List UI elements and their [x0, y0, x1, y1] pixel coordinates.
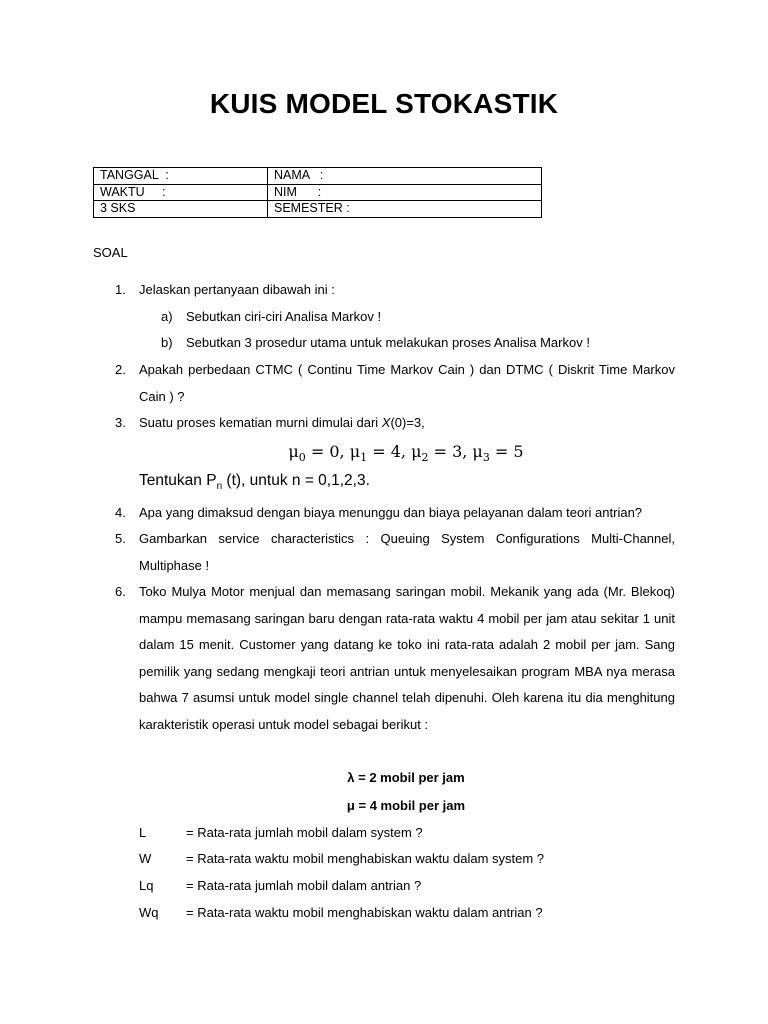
def-desc-w: = Rata-rata waktu mobil menghabiskan waktu dalam system ?	[186, 851, 545, 866]
nim-cell: NIM :	[268, 184, 542, 201]
lambda-line: λ = 2 mobil per jam	[347, 770, 465, 785]
semester-cell: SEMESTER :	[268, 201, 542, 218]
mu-values-equation: $\mu_0 = 0$, $\mu_1 = 4$, $\mu_2 = 3$, $\mu_3 = 5$	[288, 442, 524, 465]
q1b-label: b)	[161, 335, 173, 350]
def-var-w: W	[139, 851, 152, 866]
def-var-l: L	[139, 825, 147, 840]
q2-text: Apakah perbedaan CTMC ( Continu Time Markov Cain ) dan DTMC ( Diskrit Time Markov Cain ) ?	[139, 362, 675, 404]
tanggal-cell: TANGGAL :	[94, 168, 268, 185]
q5-number: 5.	[115, 531, 126, 546]
def-var-lq: Lq	[139, 878, 154, 893]
nama-cell: NAMA :	[268, 168, 542, 185]
q1-text: Jelaskan pertanyaan dibawah ini :	[139, 282, 335, 297]
waktu-cell: WAKTU :	[94, 184, 268, 201]
q1-number: 1.	[115, 282, 126, 297]
q3-instruction: Tentukan $P_n$ (t), untuk n = 0,1,2,3.	[139, 472, 370, 493]
q5-text: Gambarkan service characteristics : Queuing System Configurations Multi-Channel, Multiphase !	[139, 531, 675, 573]
q1a-text: Sebutkan ciri-ciri Analisa Markov !	[186, 309, 382, 324]
section-label: SOAL	[93, 245, 128, 260]
q4-number: 4.	[115, 505, 126, 520]
page-title: KUIS MODEL STOKASTIK	[209, 88, 559, 119]
sks-cell: 3 SKS	[94, 201, 268, 218]
def-desc-wq: = Rata-rata waktu mobil menghabiskan waktu dalam antrian ?	[186, 905, 543, 920]
def-desc-l: = Rata-rata jumlah mobil dalam system ?	[186, 825, 423, 840]
q3-text: Suatu proses kematian murni dimulai dari X(0)=3,	[139, 415, 425, 430]
info-table	[93, 167, 542, 218]
def-desc-lq: = Rata-rata jumlah mobil dalam antrian ?	[186, 878, 422, 893]
q2-number: 2.	[115, 362, 126, 377]
q1a-label: a)	[161, 309, 173, 324]
table-row	[94, 184, 542, 201]
q4-text: Apa yang dimaksud dengan biaya menunggu dan biaya pelayanan dalam teori antrian?	[139, 505, 643, 520]
def-var-wq: Wq	[139, 905, 159, 920]
q6-number: 6.	[115, 584, 126, 599]
q1b-text: Sebutkan 3 prosedur utama untuk melakukan proses Analisa Markov !	[186, 335, 590, 350]
mu-line: μ = 4 mobil per jam	[346, 798, 466, 813]
table-row	[94, 201, 542, 218]
q3-number: 3.	[115, 415, 126, 430]
q6-text: Toko Mulya Motor menjual dan memasang saringan mobil. Mekanik yang ada (Mr. Blekoq) mampu memasang saringan baru dengan rata-rata waktu 4 mobil per jam atau sekitar 1 unit dalam 15 menit. Customer yang datang ke toko ini rata-rata adalah 2 mobil per jam. Sang pemilik yang sedang mengkaji teori antrian untuk menyelesaikan program MBA nya merasa bahwa 7 asumsi untuk model single channel telah dipenuhi. Oleh karena itu dia menghitung karakteristik operasi untuk model sebagai berikut :	[139, 584, 675, 732]
table-row	[94, 168, 542, 185]
